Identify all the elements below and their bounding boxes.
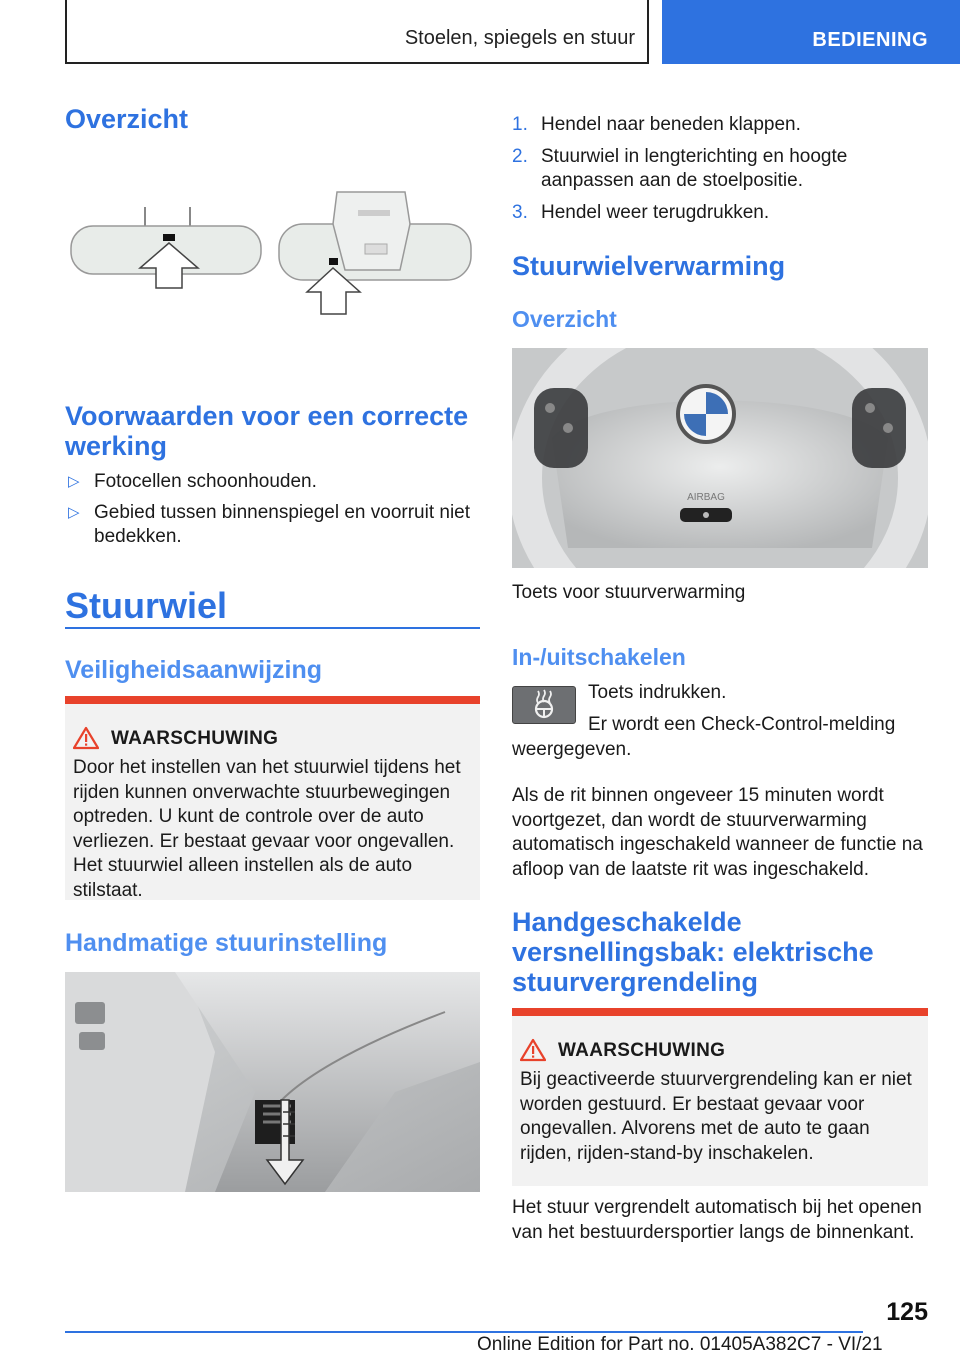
page-number: 125 xyxy=(886,1298,928,1326)
list-item: ▷ Gebied tussen binnenspiegel en voorruit niet bedekken. xyxy=(68,501,471,547)
header-section-tab xyxy=(65,0,649,64)
section-rule xyxy=(65,627,480,629)
triangle-bullet-icon: ▷ xyxy=(68,503,80,521)
auto-reactivate-text: Als de rit binnen ongeveer 15 minuten wordt voortgezet, dan wordt de stuurverwarming automatisch ingeschakeld wanneer de functie na afloop van de laatste rit was ingeschakeld. xyxy=(512,785,923,880)
warning-triangle-icon xyxy=(520,1038,546,1062)
list-item: ▷ Fotocellen schoonhouden. xyxy=(65,470,480,495)
warning-title: WAARSCHUWING xyxy=(558,1040,920,1062)
mirror-drawing xyxy=(65,180,480,325)
footer-rule xyxy=(65,1331,863,1333)
list-item: 3. Hendel weer terugdrukken. xyxy=(512,201,770,223)
svg-text:AIRBAG: AIRBAG xyxy=(687,492,725,503)
steering-column-drawing xyxy=(65,972,480,1192)
header-chapter-tab xyxy=(662,0,960,64)
steering-wheel-photo xyxy=(512,348,928,568)
conditions-list xyxy=(65,470,480,556)
mirror-illustration xyxy=(65,180,480,325)
edition-info: Online Edition for Part no. 01405A382C7 - VI/21 xyxy=(477,1334,883,1355)
adjust-steps-list xyxy=(512,113,928,232)
list-item: 1. Hendel naar beneden klappen. xyxy=(512,114,801,135)
lock-heading: Handgeschakelde versnellingsbak: elektrische stuurvergrendeling xyxy=(512,907,874,997)
warning-box-lock xyxy=(512,1008,928,1186)
warning-text: Door het instellen van het stuurwiel tijdens het rijden kunnen onverwachte stuurbewegingen optreden. U kunt de controle over de auto verliezen. Er bestaat gevaar voor ongevallen. Het stuurwiel alleen instellen als de auto stilstaat. xyxy=(73,757,461,901)
steering-wheel-drawing xyxy=(512,348,928,568)
triangle-bullet-icon: ▷ xyxy=(68,473,80,490)
steering-column-photo xyxy=(65,972,480,1192)
photo-caption: Toets voor stuurverwarming xyxy=(512,582,746,603)
warning-box-steering xyxy=(65,696,480,900)
press-button-text: Toets indrukken. xyxy=(588,682,727,703)
steering-heading: Stuurwiel xyxy=(65,585,228,626)
heating-overview-heading: Overzicht xyxy=(512,306,617,332)
warning-title: WAARSCHUWING xyxy=(111,728,472,750)
check-control-text: Er wordt een Check-Control-melding weergegeven. xyxy=(512,714,896,760)
onoff-heading: In-/uitschakelen xyxy=(512,644,686,670)
header-chapter-title: BEDIENING xyxy=(812,29,928,51)
heating-heading: Stuurwielverwarming xyxy=(512,251,786,281)
auto-lock-text: Het stuur vergrendelt automatisch bij het openen van het bestuurdersportier langs de binnenkant. xyxy=(512,1197,922,1243)
warning-triangle-icon xyxy=(73,726,99,750)
warning-text: Bij geactiveerde stuurvergrendeling kan er niet worden gestuurd. Er bestaat gevaar voor ongevallen. Alvorens met de auto te gaan rijden, rijden-stand-by inschakelen. xyxy=(520,1069,912,1164)
overview-heading: Overzicht xyxy=(65,104,189,134)
header-section-title: Stoelen, spiegels en stuur xyxy=(404,27,635,49)
manual-heading: Handmatige stuurinstelling xyxy=(65,929,388,957)
list-item: 2. Stuurwiel in lengterichting en hoogte aanpassen aan de stoelpositie. xyxy=(512,145,848,191)
safety-heading: Veiligheidsaanwijzing xyxy=(65,656,323,684)
conditions-heading: Voorwaarden voor een correcte werking xyxy=(65,401,469,461)
